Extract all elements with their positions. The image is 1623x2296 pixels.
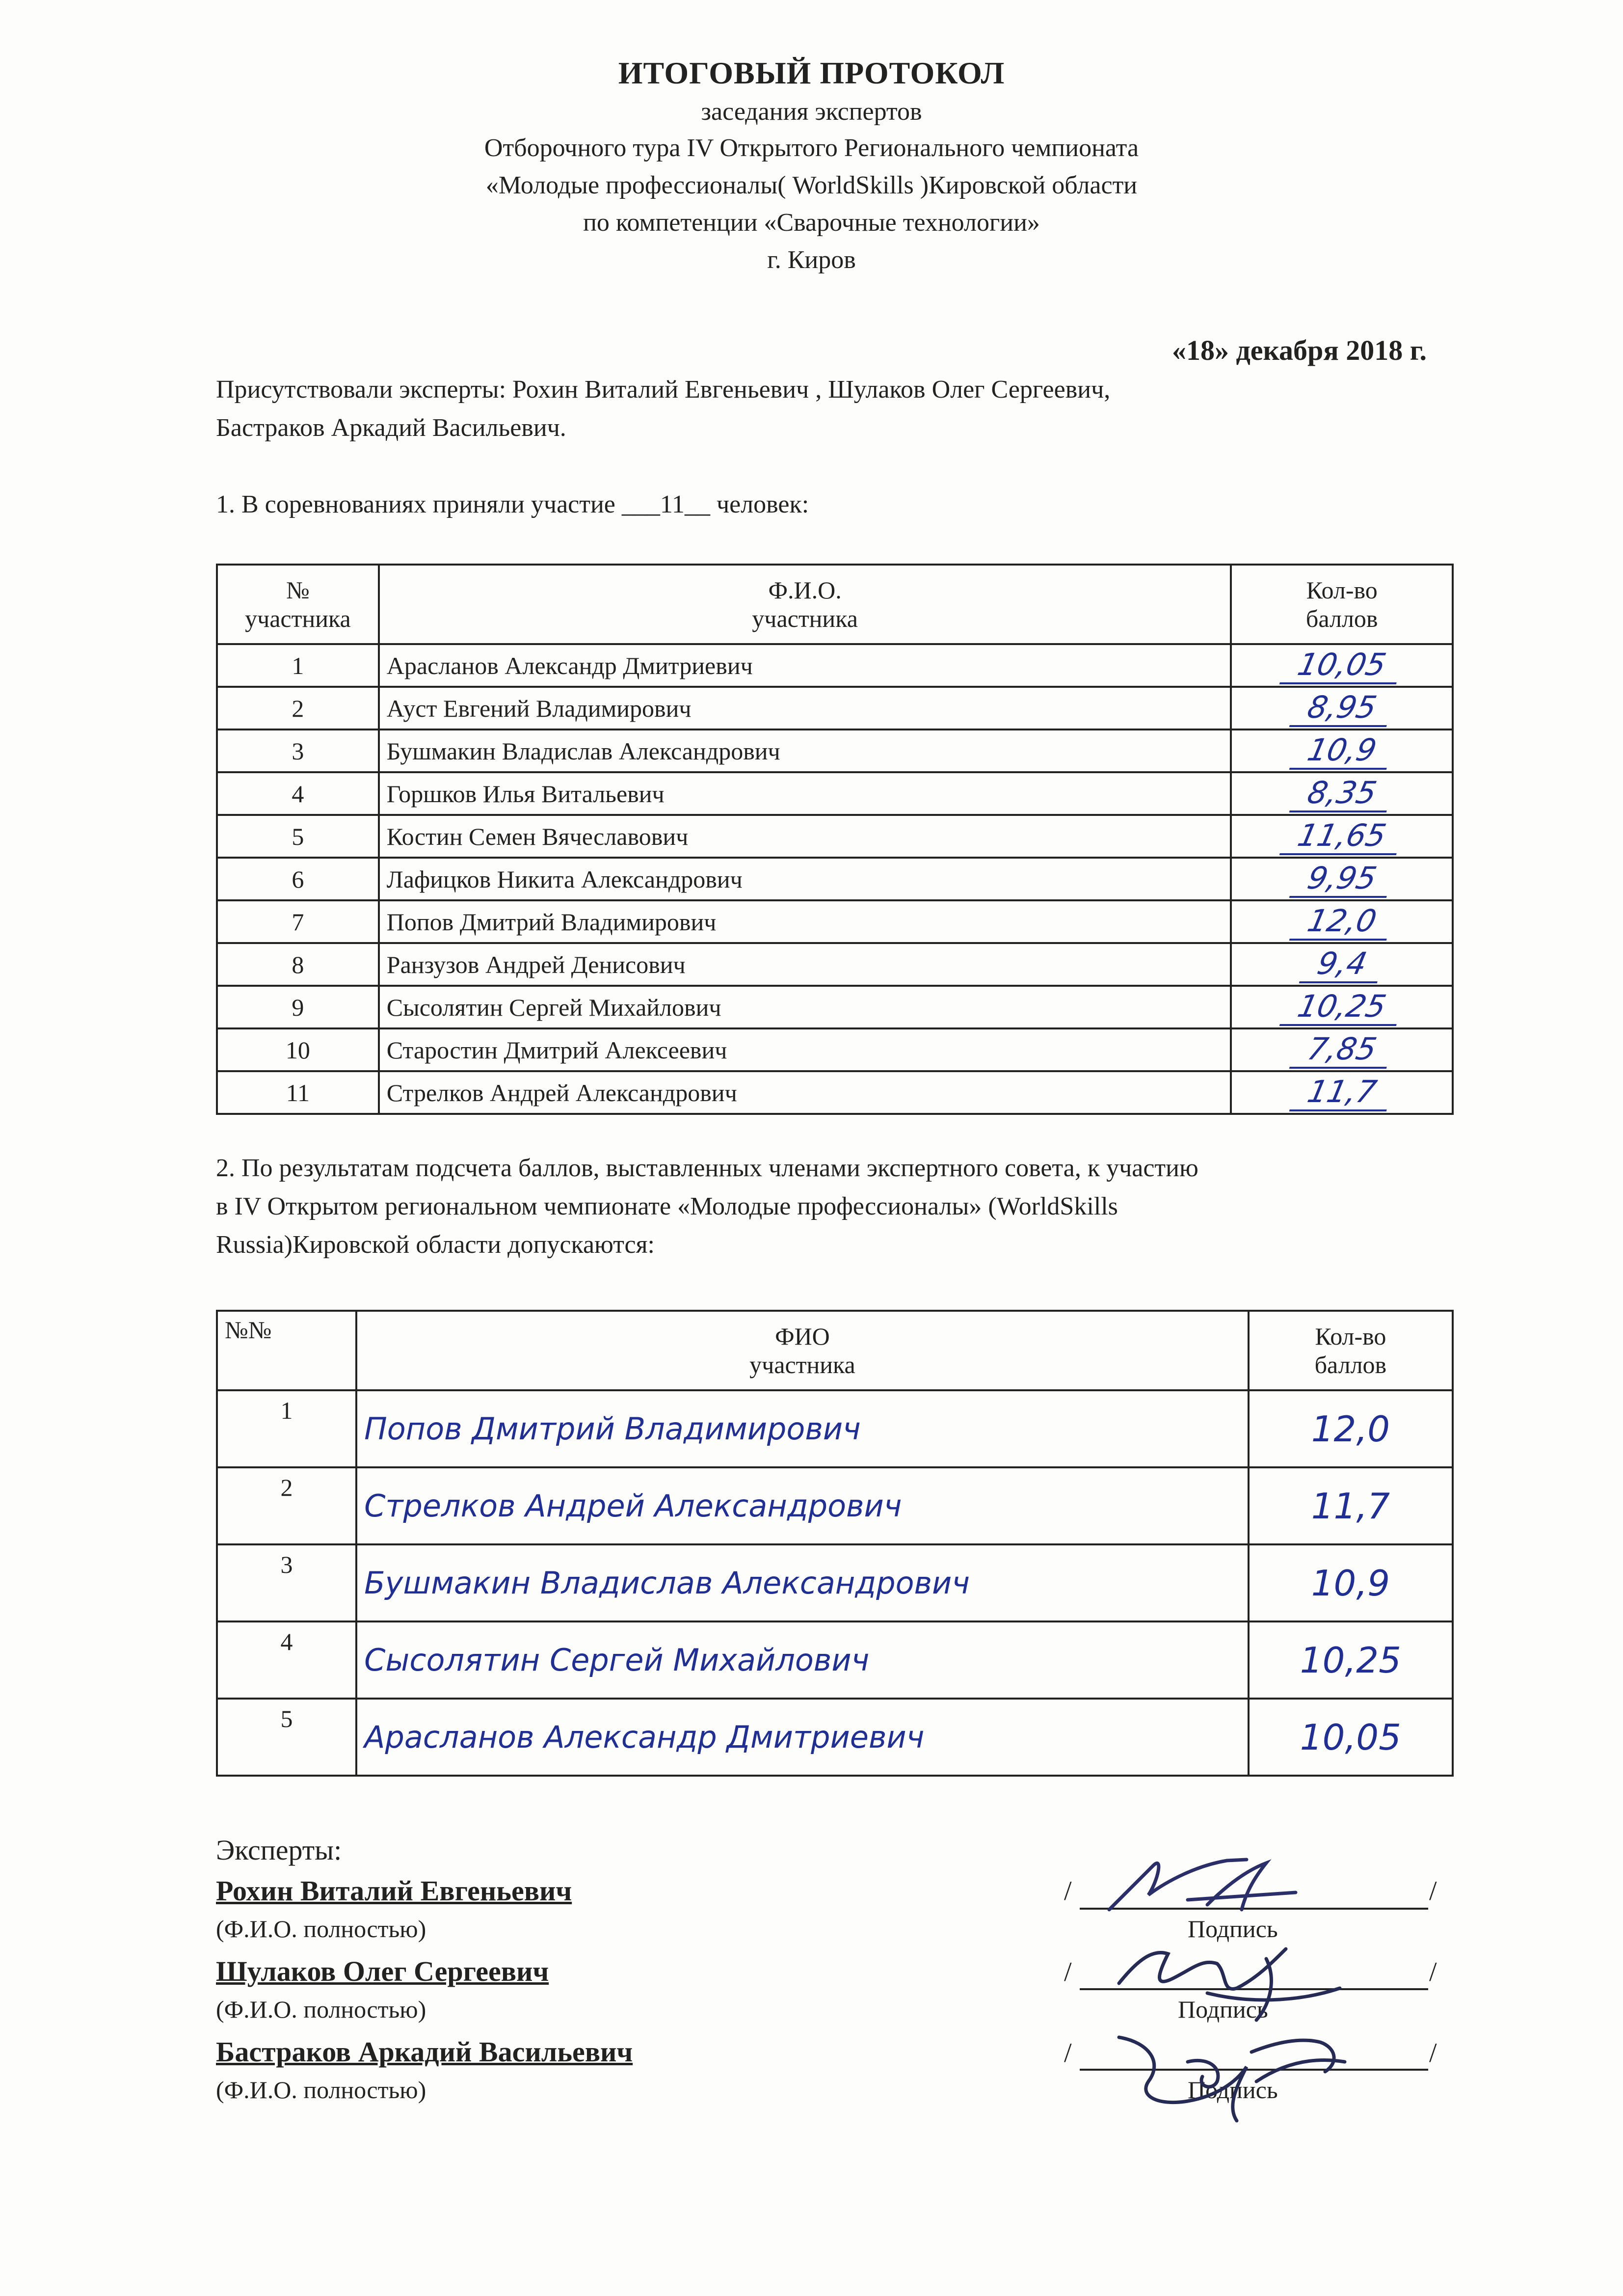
participants-text-before: 1. В соревнованиях приняли участие ___ <box>216 490 660 518</box>
expert-fio-caption-2: (Ф.И.О. полностью) <box>216 1996 426 2023</box>
signature-slash-left: / <box>1064 2038 1072 2068</box>
protocol-date: «18» декабря 2018 г. <box>1171 334 1427 366</box>
row-name: Ранзузов Андрей Денисович <box>379 943 1231 986</box>
table-row <box>217 943 1453 986</box>
table-row <box>217 1544 1453 1621</box>
row-name: Попов Дмитрий Владимирович <box>356 1390 1249 1467</box>
row-number: 6 <box>217 858 379 900</box>
experts-heading: Эксперты: <box>216 1834 342 1866</box>
table-row <box>217 986 1453 1028</box>
row-name: Стрелков Андрей Александрович <box>379 1071 1231 1114</box>
row-name: Арасланов Александр Дмитриевич <box>379 644 1231 687</box>
signature-icon <box>1099 1846 1355 1929</box>
row-score: 10,05 <box>1249 1699 1453 1776</box>
table-row <box>217 687 1453 729</box>
participants-count-line <box>216 490 809 519</box>
row-number: 5 <box>217 1699 356 1776</box>
row-name: Костин Семен Вячеславович <box>379 815 1231 858</box>
row-name: Арасланов Александр Дмитриевич <box>356 1699 1249 1776</box>
row-score: 8,35 <box>1231 772 1453 815</box>
row-number: 2 <box>217 687 379 729</box>
subtitle-line-2: Отборочного тура IV Открытого Регионального чемпионата <box>484 134 1139 162</box>
row-name: Лафицков Никита Александрович <box>379 858 1231 900</box>
row-score: 8,95 <box>1231 687 1453 729</box>
table-row <box>217 1621 1453 1699</box>
row-score: 12,0 <box>1231 900 1453 943</box>
participants-text-after: __ человек: <box>684 490 809 518</box>
row-score: 7,85 <box>1231 1028 1453 1071</box>
table-header-row <box>217 1311 1453 1390</box>
row-score: 12,0 <box>1249 1390 1453 1467</box>
expert-name-1: Рохин Виталий Евгеньевич <box>216 1875 572 1907</box>
table-row <box>217 858 1453 900</box>
table-row <box>217 1028 1453 1071</box>
subtitle-line-1: заседания экспертов <box>701 98 922 126</box>
table-row <box>217 1390 1453 1467</box>
attendance-line-2: Бастраков Аркадий Васильевич. <box>216 414 566 442</box>
document-title: ИТОГОВЫЙ ПРОТОКОЛ <box>618 55 1005 90</box>
header-score: Кол-во баллов <box>1249 1311 1453 1390</box>
row-number: 8 <box>217 943 379 986</box>
signature-caption-3: Подпись <box>1188 2076 1278 2104</box>
row-number: 3 <box>217 729 379 772</box>
header-number: №№ <box>217 1311 356 1390</box>
admission-text-line-2: в IV Открытом региональном чемпионате «Молодые профессионалы» (WorldSkills <box>216 1192 1118 1220</box>
row-name: Сысолятин Сергей Михайлович <box>356 1621 1249 1699</box>
subtitle-line-4: по компетенции «Сварочные технологии» <box>583 209 1040 237</box>
row-score: 10,9 <box>1231 729 1453 772</box>
subtitle-line-5: г. Киров <box>767 246 856 274</box>
signature-slash-right: / <box>1429 1957 1437 1987</box>
row-name: Стрелков Андрей Александрович <box>356 1467 1249 1544</box>
table-row <box>217 729 1453 772</box>
table-header-row <box>217 565 1453 644</box>
row-name: Бушмакин Владислав Александрович <box>356 1544 1249 1621</box>
row-number: 1 <box>217 644 379 687</box>
row-name: Горшков Илья Витальевич <box>379 772 1231 815</box>
row-number: 1 <box>217 1390 356 1467</box>
header-number: № участника <box>217 565 379 644</box>
signature-slash-left: / <box>1064 1876 1072 1906</box>
row-score: 11,7 <box>1231 1071 1453 1114</box>
expert-fio-caption-3: (Ф.И.О. полностью) <box>216 2076 426 2104</box>
participants-table <box>216 564 1454 1115</box>
admission-text-line-3: Russia)Кировской области допускаются: <box>216 1231 655 1259</box>
expert-fio-caption-1: (Ф.И.О. полностью) <box>216 1915 426 1943</box>
signature-slash-right: / <box>1429 1876 1437 1906</box>
signature-caption-1: Подпись <box>1188 1915 1278 1943</box>
row-name: Бушмакин Владислав Александрович <box>379 729 1231 772</box>
row-score: 9,4 <box>1231 943 1453 986</box>
row-score: 10,25 <box>1231 986 1453 1028</box>
signature-caption-2: Подпись <box>1178 1996 1268 2023</box>
header-score: Кол-во баллов <box>1231 565 1453 644</box>
admitted-table <box>216 1310 1454 1777</box>
signature-slash-right: / <box>1429 2038 1437 2068</box>
row-number: 11 <box>217 1071 379 1114</box>
row-number: 3 <box>217 1544 356 1621</box>
signature-slash-left: / <box>1064 1957 1072 1987</box>
admission-text-line-1: 2. По результатам подсчета баллов, выставленных членами экспертного совета, к участию <box>216 1154 1198 1182</box>
row-number: 4 <box>217 772 379 815</box>
header-name: ФИО участника <box>356 1311 1249 1390</box>
row-score: 11,7 <box>1249 1467 1453 1544</box>
row-number: 7 <box>217 900 379 943</box>
row-number: 9 <box>217 986 379 1028</box>
table-row <box>217 1467 1453 1544</box>
signature-icon <box>1090 2008 1364 2126</box>
table-row <box>217 644 1453 687</box>
expert-name-2: Шулаков Олег Сергеевич <box>216 1955 549 1987</box>
row-score: 10,9 <box>1249 1544 1453 1621</box>
row-score: 10,25 <box>1249 1621 1453 1699</box>
row-number: 5 <box>217 815 379 858</box>
expert-name-3: Бастраков Аркадий Васильевич <box>216 2036 633 2068</box>
row-number: 2 <box>217 1467 356 1544</box>
row-name: Старостин Дмитрий Алексеевич <box>379 1028 1231 1071</box>
row-score: 11,65 <box>1231 815 1453 858</box>
row-name: Попов Дмитрий Владимирович <box>379 900 1231 943</box>
row-score: 9,95 <box>1231 858 1453 900</box>
row-name: Сысолятин Сергей Михайлович <box>379 986 1231 1028</box>
participants-count: 11 <box>660 490 685 518</box>
attendance-line-1: Присутствовали эксперты: Рохин Виталий Евгеньевич , Шулаков Олег Сергеевич, <box>216 376 1111 404</box>
row-score: 10,05 <box>1231 644 1453 687</box>
table-row <box>217 772 1453 815</box>
table-row <box>217 815 1453 858</box>
table-row <box>217 1071 1453 1114</box>
table-row <box>217 1699 1453 1776</box>
subtitle-line-3: «Молодые профессионалы( WorldSkills )Кировской области <box>485 171 1138 199</box>
row-number: 4 <box>217 1621 356 1699</box>
header-name: Ф.И.О. участника <box>379 565 1231 644</box>
row-name: Ауст Евгений Владимирович <box>379 687 1231 729</box>
table-row <box>217 900 1453 943</box>
row-number: 10 <box>217 1028 379 1071</box>
